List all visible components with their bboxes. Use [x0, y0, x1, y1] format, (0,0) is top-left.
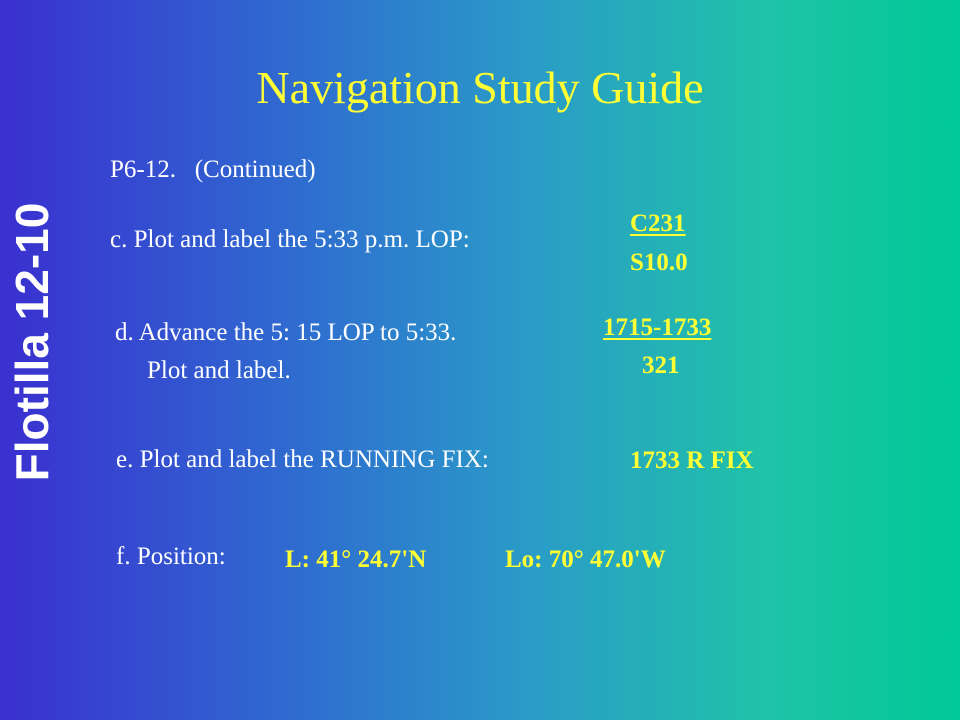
slide-title: Navigation Study Guide	[256, 62, 704, 113]
item-d-answer-course: 321	[642, 352, 680, 379]
item-d-question-cont: Plot and label.	[147, 357, 291, 384]
item-f-longitude: Lo: 70° 47.0'W	[505, 546, 666, 573]
item-d-answer-time: 1715-1733	[603, 314, 712, 341]
item-e-question: e. Plot and label the RUNNING FIX:	[116, 446, 489, 473]
problem-heading: P6-12. (Continued)	[110, 156, 316, 183]
item-f-question: f. Position:	[116, 543, 226, 570]
item-c-question: c. Plot and label the 5:33 p.m. LOP:	[110, 226, 470, 253]
item-f-latitude: L: 41° 24.7'N	[285, 546, 427, 573]
item-c-answer-speed: S10.0	[630, 249, 688, 276]
sidebar-label: Flotilla 12-10	[6, 202, 58, 482]
item-d-question: d. Advance the 5: 15 LOP to 5:33.	[115, 319, 457, 346]
item-e-answer: 1733 R FIX	[630, 447, 754, 474]
item-c-answer-course: C231	[630, 210, 686, 237]
